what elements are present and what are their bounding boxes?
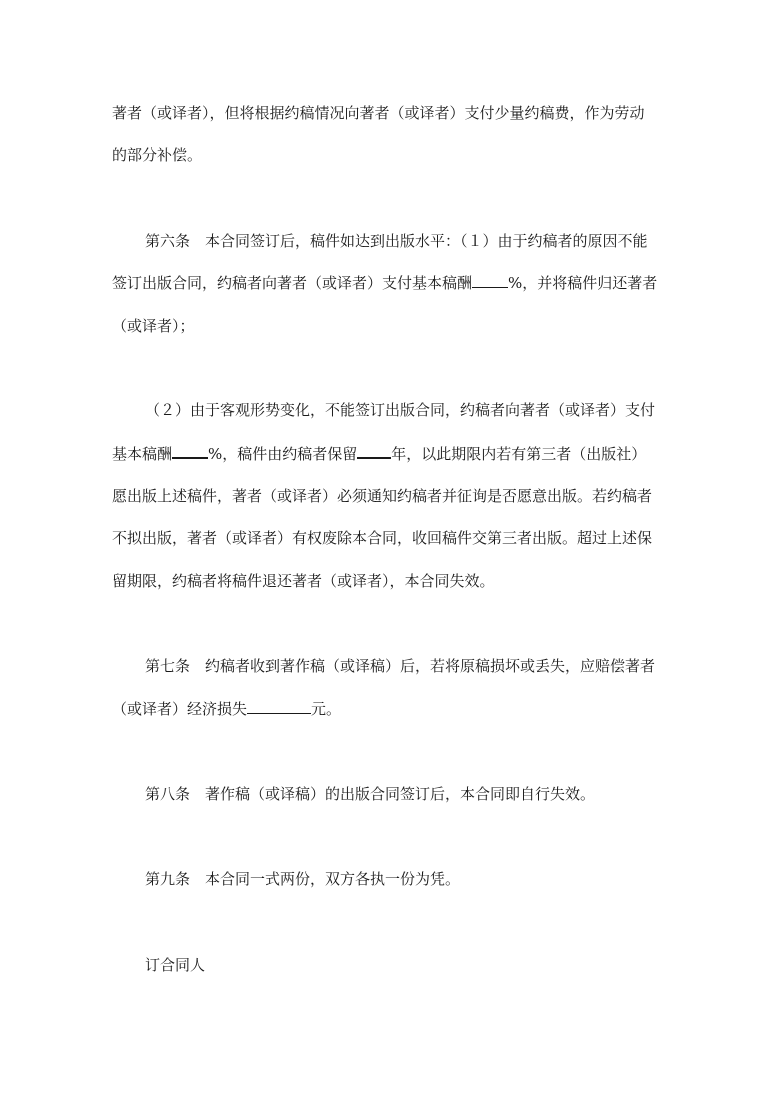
article-8-line: [145, 784, 595, 804]
paragraph-line: [112, 145, 202, 165]
text: （或译者）；: [112, 317, 195, 335]
text: 第七条 约稿者收到著作稿（或译稿）后，若将原稿损坏或丢失，应赔偿著者: [145, 657, 656, 675]
text: 的部分补偿。: [112, 146, 203, 164]
text: （２）由于客观形势变化，不能签订出版合同，约稿者向著者（或译者）支付: [145, 401, 656, 419]
text: 年，以此期限内若有第三者（出版社）: [391, 445, 647, 463]
text: 第九条 本合同一式两份，双方各执一份为凭。: [145, 870, 461, 888]
text: 第八条 著作稿（或译稿）的出版合同签订后，本合同即自行失效。: [145, 785, 596, 803]
fill-in-blank[interactable]: [172, 443, 208, 459]
text: 不拟出版，著者（或译者）有权废除本合同，收回稿件交第三者出版。超过上述保: [112, 529, 653, 547]
clause-2-line-4: [112, 528, 652, 548]
article-6-line-1: [145, 231, 648, 251]
clause-2-line-1: [145, 400, 655, 420]
article-6-line-3: [112, 316, 195, 336]
article-6-line-2: [112, 273, 657, 293]
signers-label: [145, 955, 205, 975]
text: 订合同人: [145, 956, 206, 974]
text: 愿出版上述稿件，著者（或译者）必须通知约稿者并征询是否愿意出版。若约稿者: [112, 487, 653, 505]
text: %，稿件由约稿者保留: [208, 445, 358, 463]
text: 基本稿酬: [112, 445, 173, 463]
text: 元。: [311, 700, 342, 718]
text: %，并将稿件归还著者: [508, 274, 658, 292]
paragraph-line: [112, 103, 645, 123]
text: 签订出版合同，约稿者向著者（或译者）支付基本稿酬: [112, 274, 473, 292]
clause-2-line-2: [112, 443, 646, 463]
fill-in-blank[interactable]: [472, 273, 508, 288]
text: 第六条 本合同签订后，稿件如达到出版水平：（１）由于约稿者的原因不能: [145, 232, 648, 250]
article-7-line-1: [145, 656, 655, 676]
fill-in-blank[interactable]: [247, 699, 311, 714]
article-7-line-2: [112, 699, 341, 719]
text: （或译者）经济损失: [112, 700, 248, 718]
fill-in-blank[interactable]: [357, 443, 391, 459]
article-9-line: [145, 869, 460, 889]
clause-2-line-3: [112, 486, 652, 506]
clause-2-line-5: [112, 571, 495, 591]
text: 留期限，约稿者将稿件退还著者（或译者），本合同失效。: [112, 572, 495, 590]
text: 著者（或译者），但将根据约稿情况向著者（或译者）支付少量约稿费，作为劳动: [112, 104, 645, 122]
